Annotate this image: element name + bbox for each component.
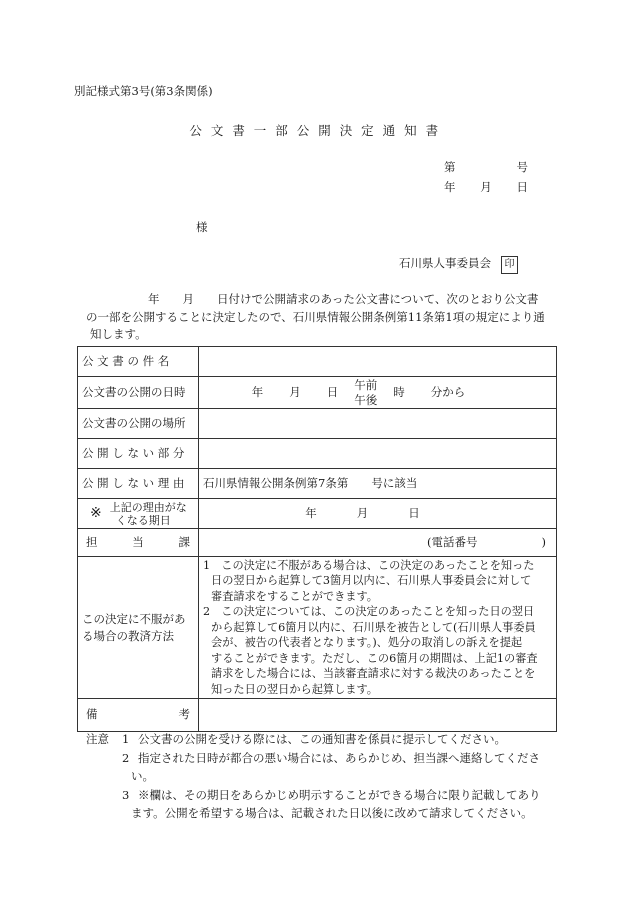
dept-char: 当 bbox=[132, 534, 144, 549]
am-label: 午前 bbox=[354, 377, 378, 392]
document-title: 公 文 書 一 部 公 開 決 定 通 知 書 bbox=[189, 123, 441, 138]
issue-date bbox=[444, 180, 528, 196]
note-text-continued: ます。公開を希望する場合は、記載された日以後に改めて請求してください。 bbox=[131, 806, 533, 820]
intro-text bbox=[86, 291, 560, 344]
addressee-suffix: 様 bbox=[196, 220, 208, 234]
place-label: 公文書の公開の場所 bbox=[78, 409, 199, 439]
table-row bbox=[78, 439, 557, 469]
remarks-char: 考 bbox=[178, 707, 190, 722]
am-pm bbox=[354, 378, 377, 408]
remarks-label bbox=[78, 699, 199, 732]
subject-value bbox=[199, 347, 557, 377]
asterisk-mark: ※ bbox=[90, 505, 102, 522]
note-text-continued: い。 bbox=[131, 769, 154, 783]
phone-open: (電話番号 bbox=[427, 534, 478, 549]
exp-day: 日 bbox=[408, 505, 420, 520]
remedy-line: することができます。ただし、この6箇月の期間は、上記1の審査 bbox=[211, 651, 538, 665]
dt-day: 日 bbox=[326, 384, 339, 399]
notes-head: 注意 bbox=[86, 732, 109, 746]
note-text: 指定された日時が都合の悪い場合には、あらかじめ、担当課へ連絡してくださ bbox=[138, 750, 541, 765]
number-prefix: 第 bbox=[444, 160, 456, 174]
note-spacer bbox=[86, 786, 122, 805]
remedy-line: 日の翌日から起算して3箇月以内に、石川県人事委員会に対して bbox=[211, 574, 532, 588]
remedy-label: この決定に不服がある場合の教済方法 bbox=[78, 557, 199, 699]
remedy-line: 1 この決定に不服がある場合は、この決定のあったことを知った bbox=[203, 558, 535, 572]
subject-label: 公 文 書 の 件 名 bbox=[78, 347, 199, 377]
undisclosed-part-label: 公 開 し な い 部 分 bbox=[78, 439, 199, 469]
dept-char: 担 bbox=[86, 534, 98, 549]
note-text: 公文書の公開を受ける際には、この通知書を係員に提示してください。 bbox=[138, 732, 506, 746]
dt-hour: 時 bbox=[393, 384, 405, 399]
datetime-label: 公文書の公開の日時 bbox=[78, 377, 199, 409]
table-row bbox=[78, 377, 557, 409]
document-number bbox=[444, 160, 528, 176]
intro-line: 知します。 bbox=[90, 327, 147, 341]
dt-year: 年 bbox=[251, 384, 264, 399]
dt-month: 月 bbox=[289, 384, 301, 399]
remedy-line: から起算して6箇月以内に、石川県を被告として(石川県人事委員 bbox=[211, 620, 536, 634]
remedy-text bbox=[199, 557, 557, 699]
remedy-line: 審査請求をすることができます。 bbox=[211, 589, 378, 603]
number-suffix: 号 bbox=[516, 160, 528, 174]
expiry-label-line: 上記の理由がな bbox=[109, 500, 187, 514]
remarks-char: 備 bbox=[86, 707, 98, 722]
disclosure-table bbox=[77, 346, 557, 732]
table-row bbox=[78, 529, 557, 557]
table-row bbox=[78, 499, 557, 529]
department-label bbox=[78, 529, 199, 557]
note-number: 1 bbox=[122, 732, 130, 746]
table-row bbox=[78, 409, 557, 439]
expiry-label-line: くなる期日 bbox=[115, 513, 171, 527]
table-row bbox=[78, 347, 557, 377]
note-spacer bbox=[86, 749, 122, 768]
reason-label: 公 開 し な い 理 由 bbox=[78, 469, 199, 499]
note-item bbox=[86, 786, 562, 805]
table-row bbox=[78, 469, 557, 499]
date-month: 月 bbox=[480, 180, 492, 194]
remarks-value bbox=[199, 699, 557, 732]
form-label: 別記様式第3号(第3条関係) bbox=[74, 84, 213, 98]
expiry-fields bbox=[203, 506, 552, 522]
note-item bbox=[86, 730, 562, 749]
issuer-name: 石川県人事委員会 bbox=[399, 256, 491, 270]
exp-year: 年 bbox=[305, 505, 317, 520]
expiry-label-text bbox=[110, 501, 187, 527]
date-year: 年 bbox=[444, 180, 456, 194]
dt-minute: 分から bbox=[430, 384, 466, 399]
intro-line: の一部を公開することに決定したので、石川県情報公開条例第11条第1項の規定により通 bbox=[86, 309, 545, 324]
seal-mark: 印 bbox=[501, 256, 518, 274]
datetime-value bbox=[199, 377, 557, 409]
pm-label: 午後 bbox=[354, 392, 378, 407]
table-row bbox=[78, 557, 557, 699]
undisclosed-part-value bbox=[199, 439, 557, 469]
phone-close: ) bbox=[541, 534, 546, 549]
note-item bbox=[86, 749, 562, 768]
remedy-line: 知った日の翌日から起算します。 bbox=[211, 682, 378, 696]
table-row bbox=[78, 699, 557, 732]
note-number: 2 bbox=[122, 750, 130, 765]
place-value bbox=[199, 409, 557, 439]
dept-char: 課 bbox=[178, 534, 190, 549]
remedy-line: 会が、被告の代表者となります。)、処分の取消しの訴えを提起 bbox=[211, 636, 523, 650]
department-value bbox=[199, 529, 557, 557]
note-number: 3 bbox=[122, 787, 130, 802]
notes bbox=[86, 730, 562, 823]
expiry-value bbox=[199, 499, 557, 529]
note-text: ※欄は、その期日をあらかじめ明示することができる場合に限り記載してあり bbox=[138, 787, 541, 802]
exp-month: 月 bbox=[356, 505, 369, 520]
intro-line: 年 月 日付けで公開請求のあった公文書について、次のとおり公文書 bbox=[148, 292, 539, 306]
datetime-fields bbox=[203, 378, 552, 408]
reason-value: 石川県情報公開条例第7条第 号に該当 bbox=[199, 469, 557, 499]
remedy-line: 2 この決定については、この決定のあったことを知った日の翌日 bbox=[203, 605, 535, 619]
issuer bbox=[399, 256, 518, 274]
date-day: 日 bbox=[516, 180, 528, 194]
expiry-label bbox=[78, 499, 199, 529]
remedy-line: 請求をした場合には、当該審査請求に対する裁決のあったことを bbox=[211, 667, 536, 681]
